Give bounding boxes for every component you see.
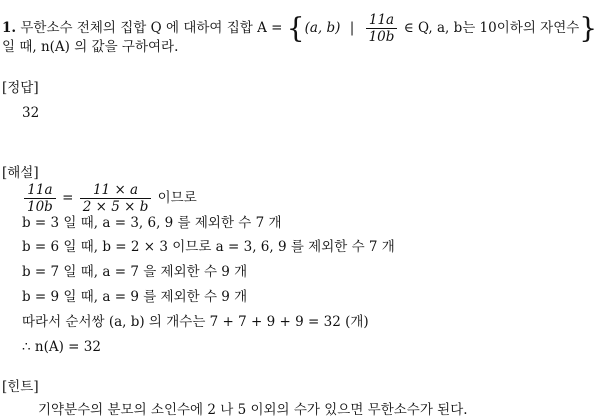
eq-lhs-fraction — [24, 182, 56, 215]
set-bar: | — [349, 20, 355, 36]
answer-label: [정답] — [2, 80, 39, 96]
solution-equation — [22, 180, 197, 216]
set-left-brace: { — [286, 11, 305, 45]
set-right-brace: } — [579, 11, 598, 45]
solution-line-6: ∴ n(A) = 32 — [22, 339, 101, 355]
solution-line-1: b = 3 일 때, a = 3, 6, 9 를 제외한 수 7 개 — [22, 215, 282, 231]
set-fraction-numerator: 11a — [366, 12, 398, 29]
problem-intro: 무한소수 전체의 집합 Q 에 대하여 집합 A = — [20, 20, 283, 36]
solution-line-2: b = 6 일 때, b = 2 × 3 이므로 a = 3, 6, 9 를 제외한 수 7 개 — [22, 239, 395, 255]
set-element: (a, b) — [304, 20, 341, 36]
solution-line-4: b = 9 일 때, a = 9 를 제외한 수 9 개 — [22, 289, 248, 305]
solution-label: [해설] — [2, 165, 39, 181]
eq-rhs-denominator: 2 × 5 × b — [82, 199, 149, 215]
eq-rhs-fraction — [80, 182, 152, 215]
eq-suffix: 이므로 — [157, 190, 197, 206]
eq-equals: = — [62, 190, 74, 206]
eq-lhs-denominator: 10b — [27, 199, 53, 215]
problem-number: 1. — [2, 20, 17, 36]
solution-line-3: b = 7 일 때, a = 7 을 제외한 수 9 개 — [22, 264, 248, 280]
hint-label: [힌트] — [2, 379, 39, 395]
solution-line-5: 따라서 순서쌍 (a, b) 의 개수는 7 + 7 + 9 + 9 = 32 (개) — [22, 314, 369, 330]
eq-rhs-numerator: 11 × a — [80, 182, 152, 199]
set-condition: ∈ Q, a, b는 10이하의 자연수 — [403, 20, 580, 36]
set-fraction — [366, 12, 398, 45]
eq-lhs-numerator: 11a — [24, 182, 56, 199]
problem-statement-line2: 일 때, n(A) 의 값을 구하여라. — [2, 39, 179, 55]
hint-text: 기약분수의 분모의 소인수에 2 나 5 이외의 수가 있으면 무한소수가 된다. — [38, 402, 468, 418]
answer-value: 32 — [22, 105, 40, 121]
set-fraction-denominator: 10b — [368, 29, 395, 45]
